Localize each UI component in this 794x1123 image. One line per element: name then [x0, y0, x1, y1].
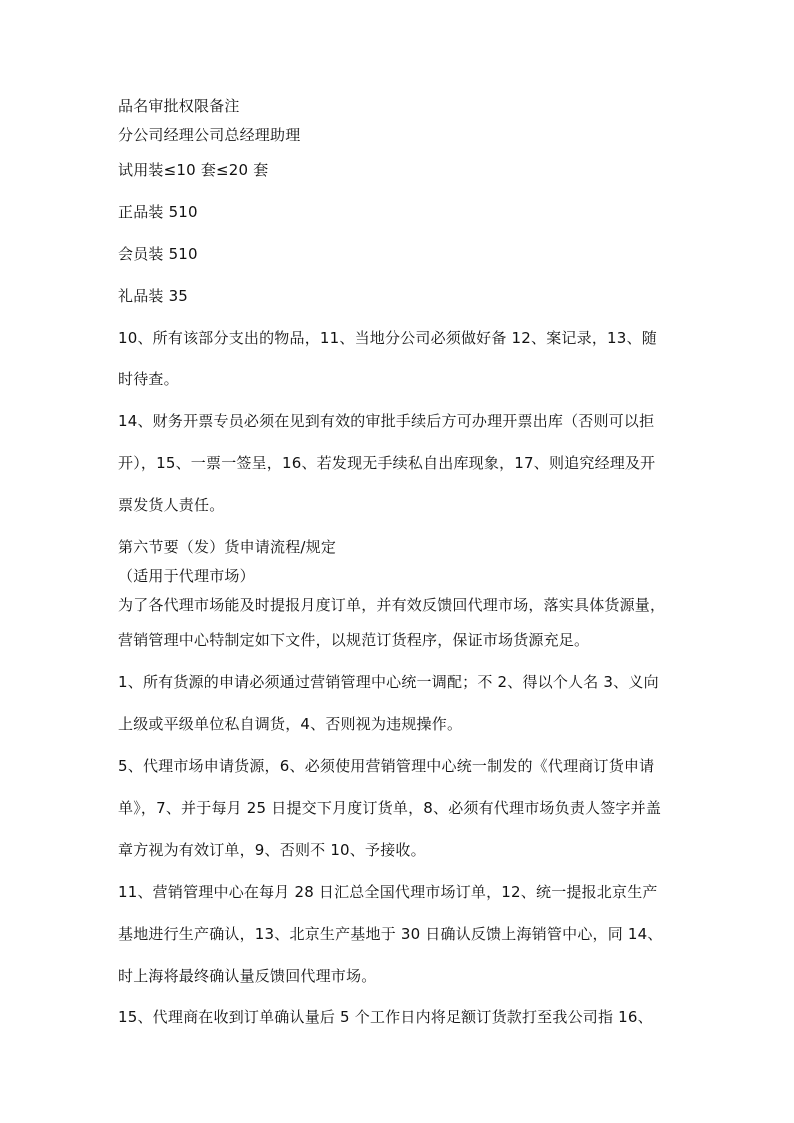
text-line: 14、财务开票专员必须在见到有效的审批手续后方可办理开票出库（否则可以拒	[118, 412, 655, 430]
text-line: 1、所有货源的申请必须通过营销管理中心统一调配；不 2、得以个人名 3、义向	[118, 673, 659, 691]
text-line: 品名审批权限备注	[118, 97, 240, 115]
text-line: 时上海将最终确认量反馈回代理市场。	[118, 967, 377, 985]
text-line: 上级或平级单位私自调货，4、否则视为违规操作。	[118, 715, 463, 733]
text-line: 10、所有该部分支出的物品，11、当地分公司必须做好备 12、案记录，13、随	[118, 329, 657, 347]
text-line: 营销管理中心特制定如下文件，以规范订货程序，保证市场货源充足。	[118, 631, 590, 649]
text-line: 15、代理商在收到订单确认量后 5 个工作日内将足额订货款打至我公司指 16、	[118, 1008, 653, 1026]
text-line: 开），15、一票一签呈，16、若发现无手续私自出库现象，17、则追究经理及开	[118, 454, 656, 472]
text-line: 正品装 510	[118, 203, 198, 221]
text-line: 单》，7、并于每月 25 日提交下月度订货单，8、必须有代理市场负责人签字并盖	[118, 799, 662, 817]
text-line: 为了各代理市场能及时提报月度订单，并有效反馈回代理市场，落实具体货源量，	[118, 596, 666, 614]
text-line: 11、营销管理中心在每月 28 日汇总全国代理市场订单，12、统一提报北京生产	[118, 883, 658, 901]
section-heading: 第六节要（发）货申请流程/规定	[118, 538, 337, 556]
section-subheading: （适用于代理市场）	[118, 567, 255, 585]
text-line: 分公司经理公司总经理助理	[118, 126, 301, 144]
text-line: 礼品装 35	[118, 287, 189, 305]
text-line: 会员装 510	[118, 245, 198, 263]
text-line: 5、代理市场申请货源，6、必须使用营销管理中心统一制发的《代理商订货申请	[118, 757, 655, 775]
text-line: 票发货人责任。	[118, 496, 225, 514]
text-line: 章方视为有效订单，9、否则不 10、予接收。	[118, 841, 426, 859]
text-line: 基地进行生产确认，13、北京生产基地于 30 日确认反馈上海销管中心，同 14、	[118, 925, 663, 943]
text-line: 试用装≤10 套≤20 套	[118, 161, 269, 179]
text-line: 时待查。	[118, 370, 179, 388]
